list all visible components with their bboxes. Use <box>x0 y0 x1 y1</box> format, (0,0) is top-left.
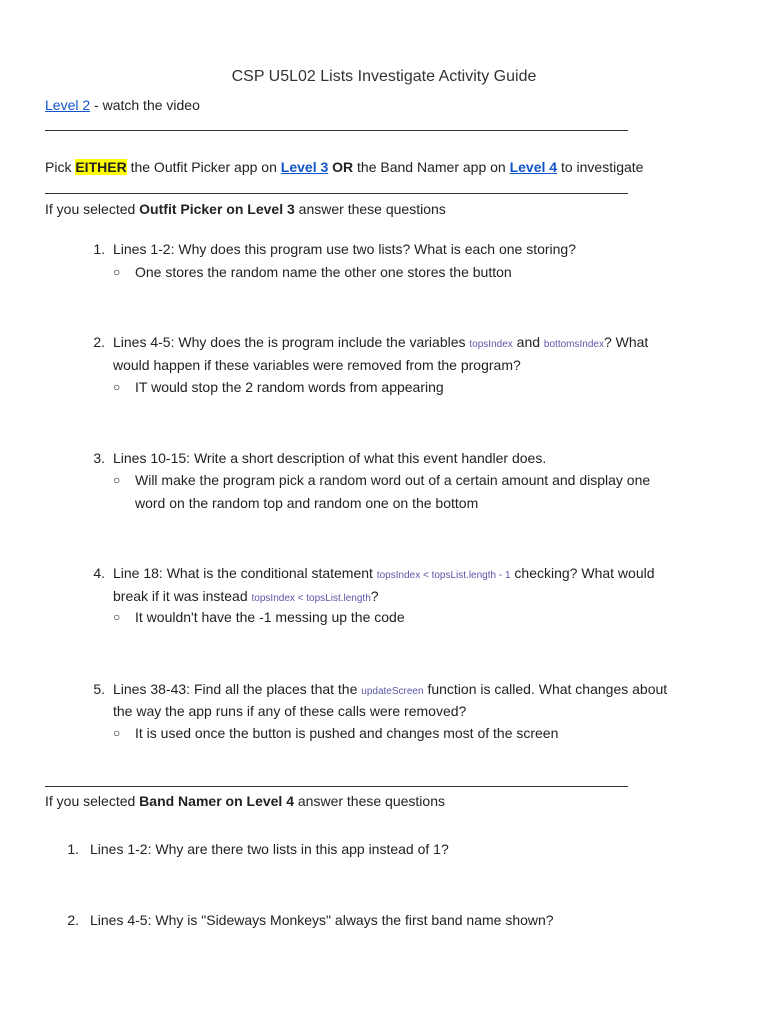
level4-link[interactable]: Level 4 <box>509 159 558 175</box>
divider-1 <box>45 130 628 131</box>
level2-rest: - watch the video <box>90 97 200 113</box>
section1-pre: If you selected <box>45 201 140 217</box>
section2-post: answer these questions <box>294 793 445 809</box>
q4-text-b: checking? What would <box>510 565 655 581</box>
s2-q2-number: 2. <box>67 912 79 928</box>
q3-text: Lines 10-15: Write a short description of what this event handler does. <box>113 450 547 466</box>
level2-line <box>45 97 200 113</box>
bullet-icon: ○ <box>113 265 121 279</box>
q4-number: 4. <box>93 565 105 581</box>
bullet-icon: ○ <box>113 610 121 624</box>
pick-or: OR <box>328 159 354 175</box>
q5-number: 5. <box>93 681 105 697</box>
q4-text-line2 <box>113 588 379 604</box>
page-title: CSP U5L02 Lists Investigate Activity Guide <box>231 68 537 85</box>
section2-pre: If you selected <box>45 793 140 809</box>
either-highlight: EITHER <box>75 159 127 175</box>
q4-text-line2b: ? <box>370 588 379 604</box>
section1-post: answer these questions <box>294 201 446 217</box>
pick-mid1: the Outfit Picker app on <box>126 159 281 175</box>
q2-text-b: and <box>512 334 544 350</box>
code-condition-b: topsIndex < topsList.length <box>251 593 371 604</box>
q4-text-line2a: break if it was instead <box>113 588 252 604</box>
q5-text-a: Lines 38-43: Find all the places that the <box>113 681 362 697</box>
q5-answer: It is used once the button is pushed and changes most of the screen <box>135 725 559 741</box>
q2-answer: IT would stop the 2 random words from appearing <box>135 379 444 395</box>
section2-header <box>45 793 445 809</box>
pick-line <box>45 159 643 175</box>
pick-pre: Pick <box>45 159 76 175</box>
q3-answer-line1: Will make the program pick a random word out of a certain amount and display one <box>135 472 651 488</box>
level3-link[interactable]: Level 3 <box>280 159 329 175</box>
pick-mid2: the Band Namer app on <box>353 159 510 175</box>
q5-text <box>113 681 667 697</box>
code-topsindex: topsIndex <box>469 339 513 350</box>
q2-text-c: ? What <box>603 334 649 350</box>
q4-answer: It wouldn't have the -1 messing up the code <box>135 609 405 625</box>
bullet-icon: ○ <box>113 380 121 394</box>
code-bottomsindex: bottomsIndex <box>543 339 604 350</box>
q2-number: 2. <box>93 334 105 350</box>
q1-text: Lines 1-2: Why does this program use two lists? What is each one storing? <box>113 241 576 257</box>
code-updatescreen: updateScreen <box>361 686 424 697</box>
divider-3 <box>45 786 628 787</box>
pick-post: to investigate <box>557 159 644 175</box>
q5-text-line2: the way the app runs if any of these calls were removed? <box>113 703 467 719</box>
bullet-icon: ○ <box>113 473 121 487</box>
q4-text-a: Line 18: What is the conditional statement <box>113 565 377 581</box>
level2-link[interactable]: Level 2 <box>45 97 91 113</box>
code-condition-a: topsIndex < topsList.length - 1 <box>376 570 511 581</box>
section1-header <box>45 201 446 217</box>
s2-q1-text: Lines 1-2: Why are there two lists in this app instead of 1? <box>90 841 449 857</box>
q4-text <box>113 565 655 581</box>
q1-number: 1. <box>93 241 105 257</box>
q2-text-a: Lines 4-5: Why does the is program include the variables <box>113 334 470 350</box>
q3-answer-line2: word on the random top and random one on the bottom <box>135 495 479 511</box>
s2-q1-number: 1. <box>67 841 79 857</box>
q2-text <box>113 334 648 350</box>
bullet-icon: ○ <box>113 726 121 740</box>
divider-2 <box>45 193 628 194</box>
section1-bold: Outfit Picker on Level 3 <box>139 201 295 217</box>
section2-bold: Band Namer on Level 4 <box>139 793 294 809</box>
q1-answer: One stores the random name the other one stores the button <box>135 264 512 280</box>
q2-text-line2: would happen if these variables were removed from the program? <box>113 357 521 373</box>
s2-q2-text: Lines 4-5: Why is "Sideways Monkeys" always the first band name shown? <box>90 912 554 928</box>
q5-text-b: function is called. What changes about <box>423 681 668 697</box>
q3-number: 3. <box>93 450 105 466</box>
